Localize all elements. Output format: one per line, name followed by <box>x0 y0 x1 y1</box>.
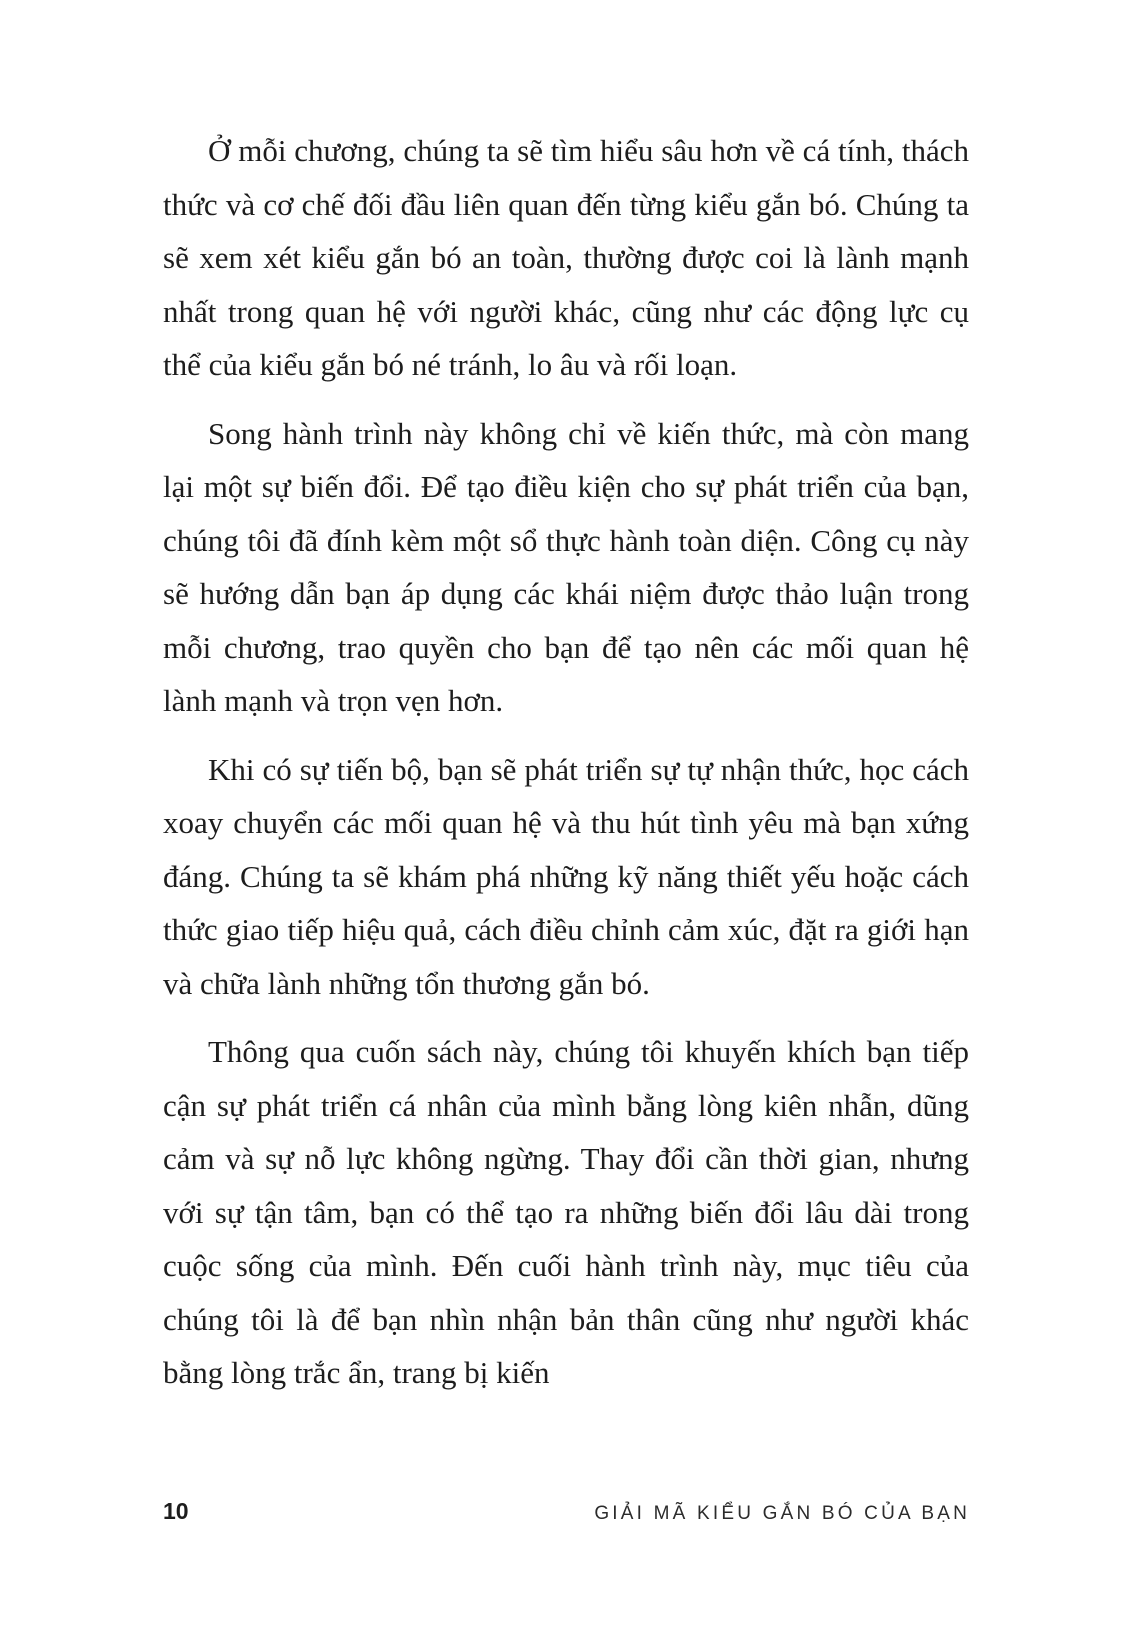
running-title: GIẢI MÃ KIỂU GẮN BÓ CỦA BẠN <box>594 1503 970 1524</box>
body-paragraph: Thông qua cuốn sách này, chúng tôi khuyến khích bạn tiếp cận sự phát triển cá nhân của mình bằng lòng kiên nhẫn, dũng cảm và sự nỗ lực không ngừng. Thay đổi cần thời gian, nhưng với sự tận tâm, bạn có thể tạo ra những biến đổi lâu dài trong cuộc sống của mình. Đến cuối hành trình này, mục tiêu của chúng tôi là để bạn nhìn nhận bản thân cũng như người khác bằng lòng trắc ẩn, trang bị kiến <box>163 1034 969 1390</box>
page-footer <box>163 1498 970 1525</box>
body-text <box>163 124 969 1415</box>
page-number: 10 <box>163 1498 189 1524</box>
body-paragraph: Song hành trình này không chỉ về kiến thức, mà còn mang lại một sự biến đổi. Để tạo điều kiện cho sự phát triển của bạn, chúng tôi đã đính kèm một sổ thực hành toàn diện. Công cụ này sẽ hướng dẫn bạn áp dụng các khái niệm được thảo luận trong mỗi chương, trao quyền cho bạn để tạo nên các mối quan hệ lành mạnh và trọn vẹn hơn. <box>163 415 969 718</box>
body-paragraph: Ở mỗi chương, chúng ta sẽ tìm hiểu sâu hơn về cá tính, thách thức và cơ chế đối đầu liên quan đến từng kiểu gắn bó. Chúng ta sẽ xem xét kiểu gắn bó an toàn, thường được coi là lành mạnh nhất trong quan hệ với người khác, cũng như các động lực cụ thể của kiểu gắn bó né tránh, lo âu và rối loạn. <box>163 133 969 382</box>
body-paragraph: Khi có sự tiến bộ, bạn sẽ phát triển sự tự nhận thức, học cách xoay chuyển các mối quan hệ và thu hút tình yêu mà bạn xứng đáng. Chúng ta sẽ khám phá những kỹ năng thiết yếu hoặc cách thức giao tiếp hiệu quả, cách điều chỉnh cảm xúc, đặt ra giới hạn và chữa lành những tổn thương gắn bó. <box>163 751 969 1001</box>
